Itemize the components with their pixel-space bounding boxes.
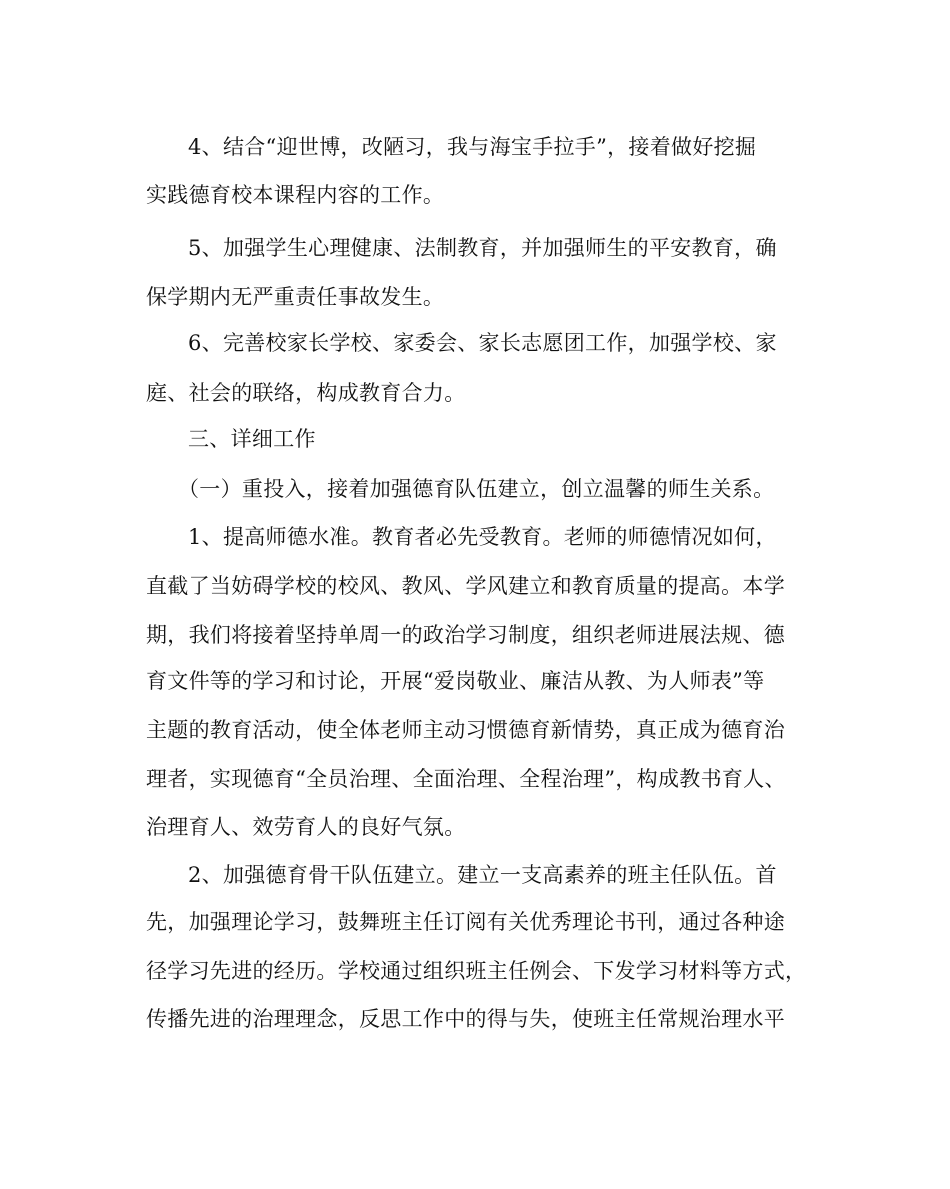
paragraph-line: 1、提高师德水准。教育者必先受教育。老师的师德情况如何， [188,525,777,549]
paragraph-line: 6、完善校家长学校、家委会、家长志愿团工作，加强学校、家 [188,331,777,355]
paragraph-line: 育文件等的学习和讨论，开展“爱岗敬业、廉洁从教、为人师表”等 [146,669,765,693]
paragraph-line: 保学期内无严重责任事故发生。 [146,285,445,309]
paragraph-line: 理者，实现德育“全员治理、全面治理、全程治理”，构成教书育人、 [146,767,786,791]
paragraph-line: 治理育人、效劳育人的良好气氛。 [146,815,466,839]
paragraph-line: 5、加强学生心理健康、法制教育，并加强师生的平安教育，确 [188,236,777,260]
section-heading: 三、详细工作 [188,427,316,451]
paragraph-line: 庭、社会的联络，构成教育合力。 [146,381,466,405]
paragraph-line: 传播先进的治理理念，反思工作中的得与失，使班主任常规治理水平 [146,1007,785,1031]
paragraph-line: 2、加强德育骨干队伍建立。建立一支高素养的班主任队伍。首 [188,863,777,887]
paragraph-line: 4、结合“迎世博，改陋习，我与海宝手拉手”，接着做好挖掘 [188,135,757,159]
paragraph-line: 径学习先进的经历。学校通过组织班主任例会、下发学习材料等方式， [146,959,807,983]
paragraph-line: 主题的教育活动，使全体老师主动习惯德育新情势，真正成为德育治 [146,718,785,742]
paragraph-line: 先，加强理论学习，鼓舞班主任订阅有关优秀理论书刊，通过各种途 [146,910,785,934]
paragraph-line: 实践德育校本课程内容的工作。 [146,183,445,207]
paragraph-line: 期，我们将接着坚持单周一的政治学习制度，组织老师进展法规、德 [146,623,785,647]
subsection-heading: （一）重投入，接着加强德育队伍建立，创立温馨的师生关系。 [178,477,775,501]
paragraph-line: 直截了当妨碍学校的校风、教风、学风建立和教育质量的提高。本学 [146,574,785,598]
